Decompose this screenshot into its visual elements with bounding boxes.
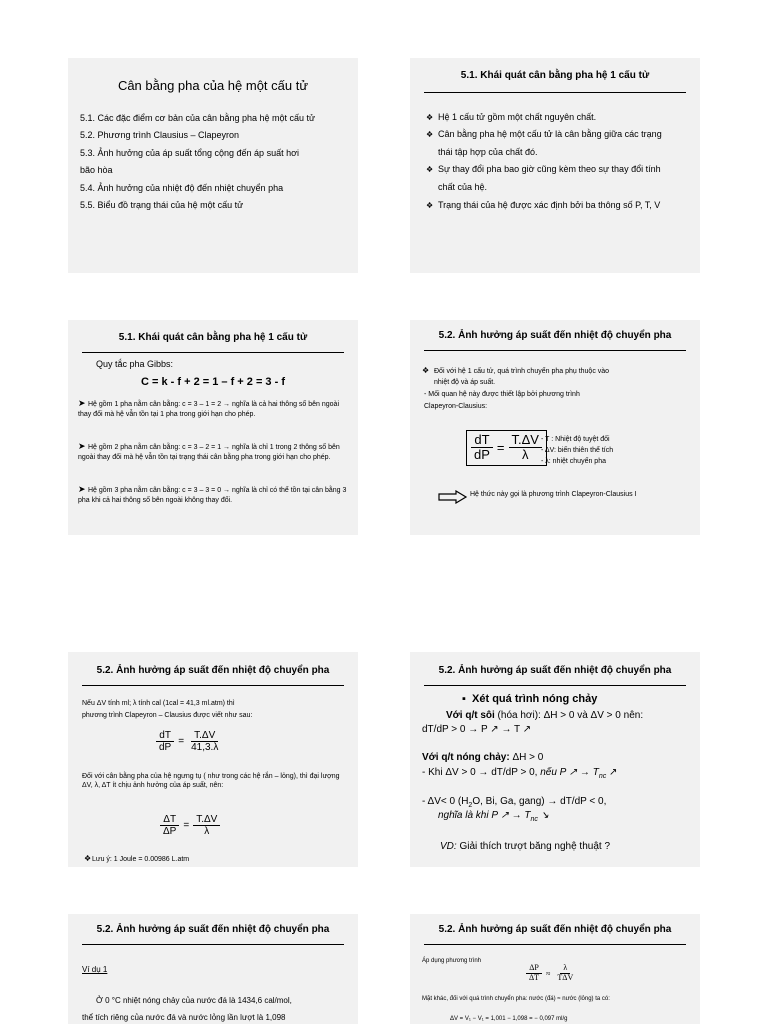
- apply-equation-label: Áp dụng phương trình: [422, 958, 481, 964]
- bullet-4: [426, 199, 660, 212]
- delta-v-line: ΔV = V₁ − V₁ = 1,001 − 1,098 = − 0,097 ml/g: [450, 1016, 568, 1022]
- dv-negative-line: [422, 796, 606, 809]
- bullet-4-text: Trạng thái của hệ được xác định bởi ba thông số P, T, V: [438, 200, 661, 210]
- tnc-subscript: nc: [598, 773, 607, 780]
- equals-sign: =: [496, 440, 505, 456]
- case-2-phase: [78, 441, 350, 462]
- formula-lhs: [471, 433, 493, 463]
- title-divider: [424, 350, 686, 351]
- f1-lhs: [156, 730, 174, 753]
- legend-dv: - ΔV: biến thiên thể tích: [541, 447, 614, 454]
- slide-3-title: 5.1. Khái quát cân bằng pha hệ 1 cấu tử: [118, 332, 308, 343]
- example-question: [440, 841, 610, 852]
- f2-lhs-num: ΔT: [160, 814, 179, 826]
- intro-line-1-text: Đối với hệ 1 cấu tử, quá trình chuyển pha phụ thuộc vào: [434, 368, 610, 375]
- slide-6-melting: [410, 652, 700, 867]
- f2-lhs-den: ΔP: [163, 826, 177, 837]
- formula-units: [156, 730, 221, 753]
- diamond-bullet-icon: ❖: [426, 201, 434, 210]
- dv-negative-effect: [438, 810, 549, 823]
- ratio-lhs-den: ΔT: [529, 972, 540, 982]
- bullet-2-text: Cân bằng pha hệ một cấu tử là cân bằng giữa các trạng: [438, 129, 662, 139]
- gibbs-rule-label: Quy tắc pha Gibbs:: [96, 359, 174, 369]
- joule-note: [84, 854, 189, 864]
- bullet-3: [426, 163, 661, 176]
- case-1-phase: [78, 398, 350, 419]
- outline-item-5-2: 5.2. Phương trình Clausius – Clapeyron: [80, 130, 240, 140]
- melting-line: [422, 752, 543, 763]
- slide-5-condensed: [68, 652, 358, 867]
- diamond-bullet-icon: ❖: [426, 165, 434, 174]
- case-3-phase: [78, 484, 350, 505]
- ratio-rhs-den: TΔV: [557, 972, 574, 982]
- slide-1-title: Cân bằng pha của hệ một cấu tử: [117, 78, 309, 93]
- boiling-label: Với q/t sôi: [446, 710, 495, 721]
- slide-1-outline: [68, 58, 358, 273]
- slide-8-title: 5.2. Ảnh hưởng áp suất đến nhiệt độ chuyển pha: [438, 924, 672, 935]
- diamond-bullet-icon: ❖: [84, 854, 92, 863]
- vd-question: Giải thích trượt băng nghệ thuật ?: [456, 841, 611, 852]
- outline-item-5-1: 5.1. Các đặc điểm cơ bản của cân bằng pha hệ một cấu tử: [80, 113, 316, 123]
- bullet-1: [426, 111, 596, 124]
- slide-2-title: 5.1. Khái quát cân bằng pha hệ 1 cấu tử: [460, 70, 650, 81]
- slide-7-title: 5.2. Ảnh hưởng áp suất đến nhiệt độ chuyển pha: [96, 924, 330, 935]
- arrow-bullet-icon: ➤: [78, 398, 86, 408]
- lhs-numerator: dT: [471, 433, 492, 448]
- dv-positive-text: - Khi ΔV > 0 → dT/dP > 0,: [422, 767, 541, 778]
- boiling-result: dT/dP > 0 → P ↗ → T ↗: [422, 724, 532, 735]
- case-3-text: Hệ gồm 3 pha nằm cân bằng: c = 3 – 3 = 0 → nghĩa là chỉ có thể tồn tại cân bằng 3 pha khi cả hai thông số bên ngoài không thay đổi.: [78, 487, 347, 504]
- intro-line-2-cont: Clapeyron-Clausius:: [424, 403, 488, 410]
- title-divider: [82, 685, 344, 686]
- case-2-text: Hệ gồm 2 pha nằm cân bằng: c = 3 – 2 = 1 → nghĩa là chỉ 1 trong 2 thông số bên ngoài thay đổi mà hệ vẫn tồn tại trạng thái cân bằng pha trong giới hạn cho phép.: [78, 444, 340, 461]
- example-line-1: Ở 0 °C nhiệt nóng chảy của nước đá là 1434,6 cal/mol,: [96, 996, 292, 1005]
- legend-t: - T : Nhiệt độ tuyệt đối: [541, 436, 610, 443]
- slide-3-gibbs: [68, 320, 358, 535]
- slide-7-example: [68, 914, 358, 1024]
- ratio-rhs: [554, 964, 576, 983]
- legend-lambda: - λ: nhiệt chuyển pha: [541, 458, 606, 465]
- boiling-line: [446, 710, 643, 721]
- slide-6-title: 5.2. Ảnh hưởng áp suất đến nhiệt độ chuyển pha: [438, 665, 672, 676]
- melting-label: Với q/t nóng chảy:: [422, 752, 510, 763]
- bullet-3-text: Sự thay đổi pha bao giờ cũng kèm theo sự thay đổi tính: [438, 164, 661, 174]
- approx-sign: ≈: [546, 968, 551, 978]
- f1-rhs-den: 41,3.λ: [191, 742, 219, 753]
- joule-note-text: Lưu ý: 1 Joule = 0.00986 L.atm: [92, 856, 190, 863]
- slide-8-solution: [410, 914, 700, 1024]
- formula-condensed: [160, 814, 220, 837]
- h2o-subscript: 2: [468, 802, 473, 809]
- slide-4-clapeyron: [410, 320, 700, 535]
- f2-rhs-num: T.ΔV: [193, 814, 220, 826]
- clapeyron-formula-box: [466, 430, 547, 466]
- square-bullet-icon: ▪: [462, 693, 466, 705]
- arrow-bullet-icon: ➤: [78, 441, 86, 451]
- diamond-bullet-icon: ❖: [422, 366, 430, 375]
- double-arrow-icon: [438, 490, 468, 509]
- f1-lhs-den: dP: [159, 742, 172, 753]
- units-line-1: Nếu ΔV tính ml; λ tính cal (1cal = 41,3 ml.atm) thì: [82, 700, 235, 707]
- dv-positive-effect: nếu P ↗ → T: [540, 767, 599, 778]
- arrow-bullet-icon: ➤: [78, 484, 86, 494]
- f1-rhs-num: T.ΔV: [191, 730, 218, 742]
- lhs-denominator: dP: [474, 447, 490, 463]
- title-divider: [424, 944, 686, 945]
- slide-4-title: 5.2. Ảnh hưởng áp suất đến nhiệt độ chuyển pha: [438, 330, 672, 341]
- f1-rhs: [188, 730, 221, 753]
- dv-negative-arrow: ↘: [537, 810, 550, 821]
- equals-sign: =: [183, 820, 190, 831]
- title-divider: [424, 92, 686, 93]
- dv-negative-text-b: O, Bi, Ga, gang) → dT/dP < 0,: [472, 796, 607, 807]
- equals-sign: =: [178, 736, 185, 747]
- rhs-numerator: T.ΔV: [509, 433, 542, 448]
- f2-lhs: [160, 814, 179, 837]
- formula-rhs: [509, 433, 542, 463]
- gibbs-formula: C = k - f + 2 = 1 – f + 2 = 3 - f: [141, 376, 285, 388]
- f1-lhs-num: dT: [156, 730, 174, 742]
- bullet-1-text: Hệ 1 cấu tử gồm một chất nguyên chất.: [438, 112, 597, 122]
- case-1-text: Hệ gồm 1 pha nằm cân bằng: c = 3 – 1 = 2 → nghĩa là cả hai thông số bên ngoài thay đổi mà hệ vẫn tồn tại 1 pha trong giới hạn cho phép.: [78, 401, 340, 418]
- melting-heading: [462, 693, 597, 705]
- melting-heading-text: Xét quá trình nóng chảy: [472, 693, 598, 705]
- title-divider: [82, 944, 344, 945]
- f2-rhs: [193, 814, 220, 837]
- bullet-2-cont: thái tập hợp của chất đó.: [438, 147, 538, 157]
- tnc-subscript: nc: [530, 816, 538, 823]
- condensed-paragraph: Đối với cân bằng pha của hệ ngưng tụ ( như trong các hệ rắn – lỏng), thì đại lượng ΔV, λ, ΔT ít chịu ảnh hưởng của áp suất, nên:: [82, 773, 340, 790]
- intro-line-1-cont: nhiệt độ và áp suất.: [434, 379, 496, 386]
- arrow-conclusion: Hệ thức này gọi là phương trình Clapeyron-Clausius I: [470, 491, 637, 498]
- outline-item-5-5: 5.5. Biểu đồ trạng thái của hệ một cấu tử: [80, 200, 244, 210]
- outline-item-5-4: 5.4. Ảnh hưởng của nhiệt độ đến nhiệt chuyển pha: [80, 183, 284, 193]
- slide-2-overview: [410, 58, 700, 273]
- rhs-denominator: λ: [521, 447, 529, 463]
- f2-rhs-den: λ: [204, 826, 210, 837]
- title-divider: [82, 352, 344, 353]
- dv-positive-line: [422, 767, 617, 780]
- intro-line-1: [422, 366, 609, 376]
- title-divider: [424, 685, 686, 686]
- boiling-condition: (hóa hơi): ΔH > 0 và ΔV > 0 nên:: [494, 710, 644, 721]
- intro-line-2: - Mối quan hệ này được thiết lập bởi phương trình: [424, 391, 580, 398]
- ratio-lhs: [526, 964, 542, 983]
- ratio-lhs-num: ΔP: [526, 964, 542, 974]
- dv-positive-arrow: ↗: [606, 767, 618, 778]
- dv-negative-text-a: - ΔV< 0 (H: [422, 796, 469, 807]
- apply-formula: [526, 964, 576, 983]
- vd-label: VD:: [440, 841, 457, 852]
- bullet-2: [426, 128, 662, 141]
- units-line-2: phương trình Clapeyron – Clausius được viết như sau:: [82, 712, 253, 719]
- slide-5-title: 5.2. Ảnh hưởng áp suất đến nhiệt độ chuyển pha: [96, 665, 330, 676]
- bullet-3-cont: chất của hệ.: [438, 182, 488, 192]
- diamond-bullet-icon: ❖: [426, 130, 434, 139]
- dv-negative-effect-text: nghĩa là khi P ↗ → T: [438, 810, 531, 821]
- example-label: Ví dụ 1: [82, 965, 108, 974]
- diamond-bullet-icon: ❖: [426, 113, 434, 122]
- example-line-2: thể tích riêng của nước đá và nước lỏng lần lượt là 1,098: [82, 1013, 286, 1022]
- outline-item-5-3: 5.3. Ảnh hưởng của áp suất tổng cộng đến áp suất hơi: [80, 148, 299, 158]
- phase-change-line: Mặt khác, đối với quá trình chuyển pha: nước (đá) ≈ nước (lỏng) ta có:: [422, 996, 610, 1002]
- ratio-rhs-num: λ: [560, 964, 570, 974]
- melting-condition: ΔH > 0: [509, 752, 544, 763]
- outline-item-5-3-cont: bão hòa: [80, 165, 113, 175]
